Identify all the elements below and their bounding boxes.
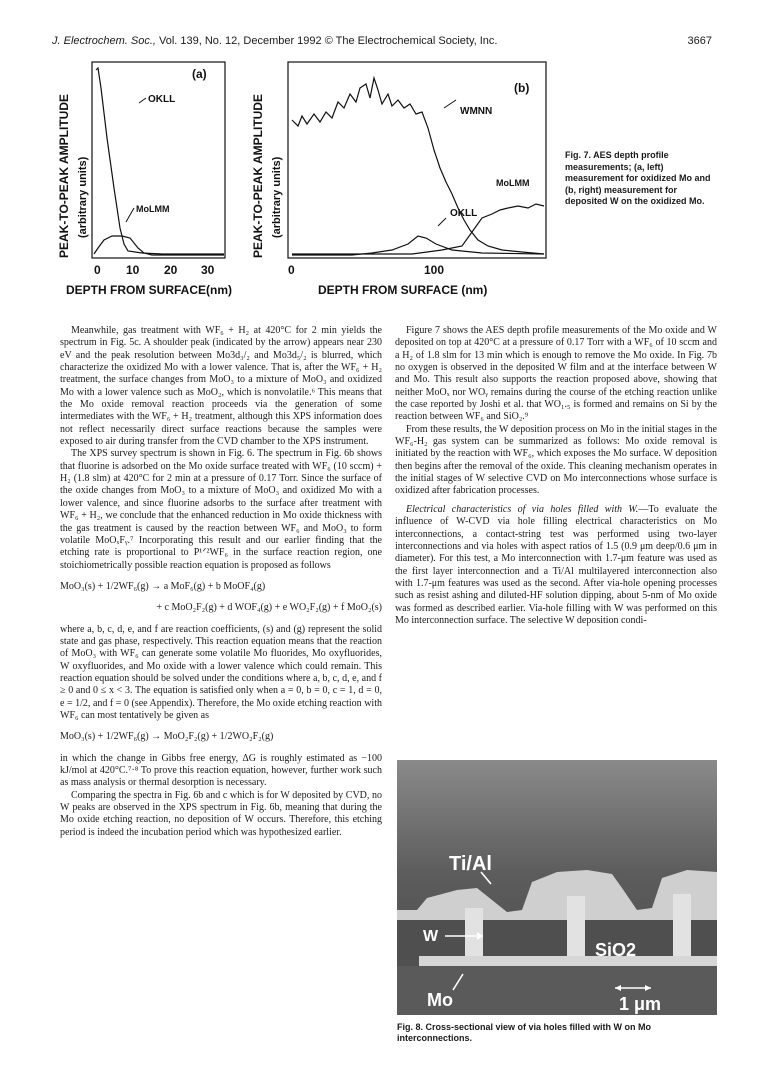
figure-7-caption: Fig. 7. AES depth profile measurements; (a, left) measurement for oxidized Mo and (b, right) measurement for deposited W on the oxidized Mo. xyxy=(565,150,711,206)
fig7b-tick-0: 0 xyxy=(288,263,295,277)
fig8-w-via-3 xyxy=(673,894,691,960)
fig8-mo-line xyxy=(419,956,717,966)
fig8-label-w: W xyxy=(423,928,439,945)
fig7b-ylabel: PEAK-TO-PEAK AMPLITUDE xyxy=(251,93,265,258)
fig7a-tick-30: 30 xyxy=(201,263,215,277)
fig7b-label-molmm: MoLMM xyxy=(496,178,530,188)
left-paragraph-1: Meanwhile, gas treatment with WF₆ + H₂ at 420°C for 2 min yields the spectrum in Fig. 5c. A shoulder peak (indicated by the arrow) appears near 230 eV and the peak resolution between Mo3d₃/₂ and Mo3d₅/₂ is blurred, which characterize the oxidized Mo with a lower valence. That is, after the WF₆ + H₂ treatment, the surface changes from MoO₃ to a mixture of MoO₃ and oxidized Mo with a lower valence such as MoO₂, which is nonvolatile.⁶ This means that the Mo oxide removal reaction proceeds via the generation of some intermediates with the WF₆ + H₂ treatment, although this XPS information does not reflect necessarily direct surface reactions because the samples were exposed to air during transfer from the CVD chamber to the XPS instrument. xyxy=(60,325,382,448)
left-paragraph-5: Comparing the spectra in Fig. 6b and c which is for W deposited by CVD, no W peaks are observed in the XPS spectrum in Fig. 6b, meaning that during the Mo oxide etching reaction, no deposition of W occurs. Therefore, this etching period is indeed the incubation period which was hypothesized earlier. xyxy=(60,789,382,838)
section-heading-electrical: Electrical characteristics of via holes filled with W. xyxy=(406,503,639,515)
page-number: 3667 xyxy=(687,35,712,47)
left-paragraph-3: where a, b, c, d, e, and f are reaction coefficients, (s) and (g) represent the solid state and gas phase, respectively. This reaction equation means that the reaction of MoO₃ with WF₆ can generate some volatile Mo fluorides, Mo oxyfluorides, W oxyfluorides, and Mo oxide with a lower valence which could remain. This reaction equation should be solved under the conditions where a, b, c, d, e, and f ≥ 0 and 0 ≤ x < 3. The equation is satisfied only when a = 0, b = 0, c = 1, d = 0, e = 1/2, and f = 0 (see Appendix). Therefore, the Mo oxide etching reaction with WF₆ can most tentatively be given as xyxy=(60,623,382,721)
journal-citation xyxy=(52,35,497,47)
fig7a-molmm-curve xyxy=(94,236,224,255)
fig7a-frame xyxy=(92,62,225,258)
fig7b-wmnn-curve xyxy=(292,78,544,254)
running-header xyxy=(52,35,712,51)
fig7b-ylabel-units: (arbitrary units) xyxy=(271,156,283,238)
figure-7 xyxy=(52,58,552,308)
figure-8-caption: Fig. 8. Cross-sectional view of via holes filled with W on Mo interconnections. xyxy=(397,1022,652,1043)
left-paragraph-4: in which the change in Gibbs free energy, ΔG is roughly estimated as −100 kJ/mol at 420°C.⁷·⁸ To prove this reaction equation, however, further work such as mass analysis or thermal desorption is necessary. xyxy=(60,752,382,789)
fig7a-ylabel-units: (arbitrary units) xyxy=(77,156,89,238)
fig8-w-via-1 xyxy=(465,908,483,960)
fig7b-panel-tag: (b) xyxy=(514,81,530,95)
right-paragraph-3 xyxy=(395,504,717,627)
fig7a-xlabel: DEPTH FROM SURFACE(nm) xyxy=(66,283,232,297)
fig7a-tick-10: 10 xyxy=(126,263,140,277)
fig7a-panel-tag: (a) xyxy=(192,67,207,81)
fig7a-molmm-pointer xyxy=(126,208,134,222)
right-paragraph-2: From these results, the W deposition process on Mo in the initial stages in the WF₆-H₂ gas system can be summarized as follows: Mo oxide removal is initiated by the reaction with WF₆, which exposes the Mo surface. W deposition then begins after the removal of the oxide. This cleaning mechanism operates in the initial stages of W selective CVD on Mo interconnections whose surface is oxidized after fabrication processes. xyxy=(395,423,717,497)
fig7b-molmm-curve xyxy=(292,204,544,254)
fig7b-okll-curve xyxy=(292,236,544,255)
fig7b-label-wmnn: WMNN xyxy=(460,106,493,117)
fig8-label-scale: 1 μm xyxy=(619,994,662,1014)
equation-2: MoO₃(s) + 1/2WF₆(g) → MoO₂F₂(g) + 1/2WO₂F₂(g) xyxy=(60,731,274,743)
citation-details: Vol. 139, No. 12, December 1992 © The Electrochemical Society, Inc. xyxy=(155,35,498,47)
fig7b-tick-100: 100 xyxy=(424,263,445,277)
journal-name: J. Electrochem. Soc., xyxy=(52,35,156,47)
fig7a-okll-pointer xyxy=(139,98,146,103)
fig8-label-mo: Mo xyxy=(427,990,453,1010)
fig7b-frame xyxy=(288,62,546,258)
fig7b-okll-pointer xyxy=(438,218,446,226)
figure-8-image xyxy=(397,760,717,1015)
fig7b-wmnn-pointer xyxy=(444,100,456,108)
right-paragraph-1: Figure 7 shows the AES depth profile measurements of the Mo oxide and W deposited on top at 420°C at a pressure of 0.17 Torr with a WF₆ of 10 sccm and a H₂ of 1.8 slm for 13 min which is enough to remove the Mo oxide. In Fig. 7b no oxygen is observed in the deposited W film and at the interface between W and Mo. This result also supports the reaction proposed above, showing that neither MoOₓ nor WOᵧ remains during the course of the etching reaction unlike the case reported by Joshi et al. that WO₁.₅ is formed and remains on Si by the reaction between WF₆ and SiO₂.⁹ xyxy=(395,325,717,423)
left-paragraph-2: The XPS survey spectrum is shown in Fig. 6. The spectrum in Fig. 6b shows that fluorine is adsorbed on the Mo oxide surface treated with WF₆ (10 sccm) + H₂ (1.8 slm) at 420°C for 2 min at a pressure of 0.17 Torr. Since the surface of the oxide changes from MoO₃ to a mixture of MoO₃ and oxidized Mo with a lower valence, and since fluorine adsorbs to the surface after treatment with WF₆ + H₂, we conclude that the enhanced reduction in Mo oxide thickness with the gas treatment is caused by the reaction between WF₆ and MoO₃ to form volatile MoOₓFᵧ.⁷ Incorporating this result and our earlier finding that the etching rate is proportional to P¹ᐟ²WF₆ in the surface reaction region, one stoichiometrically possible reaction equation is proposed as follows xyxy=(60,448,382,571)
fig7a-tick-0: 0 xyxy=(94,263,101,277)
fig8-label-sio2: SiO2 xyxy=(595,940,637,960)
fig7a-label-molmm: MoLMM xyxy=(136,204,170,214)
figure-8-photo xyxy=(397,760,717,1015)
fig7a-label-okll: OKLL xyxy=(148,94,176,105)
equation-1-line-1: MoO₃(s) + 1/2WF₆(g) → a MoF₆(g) + b MoOF₄(g) xyxy=(60,580,266,592)
left-column xyxy=(60,325,382,839)
fig8-w-via-2 xyxy=(567,896,585,960)
right-column xyxy=(395,325,717,627)
fig7b-label-okll: OKLL xyxy=(450,208,478,219)
fig8-dielectric xyxy=(397,920,717,960)
fig7a-tick-20: 20 xyxy=(164,263,178,277)
fig7a-ylabel: PEAK-TO-PEAK AMPLITUDE xyxy=(57,93,71,258)
fig7b-xlabel: DEPTH FROM SURFACE (nm) xyxy=(318,283,488,297)
equation-1-line-2: + c MoO₂F₂(g) + d WOF₄(g) + e WO₂F₂(g) + f MoO₂(s) xyxy=(156,602,382,614)
fig8-label-tial: Ti/Al xyxy=(449,853,492,875)
right-paragraph-3-body: —To evaluate the influence of W-CVD via hole filling electrical characteristics on Mo interconnections, a contact-string test was performed using two-layer interconnections and via holes with aspect ratios of 1.5 (0.9 μm deep/0.6 μm in diameter). For this test, a Mo interconnection with 1.7-μm feature was used as the first layer interconnection and a Ti/Al multilayered interconnection also with 1.7-μm features was used as the second. After via-hole opening processes such as resist ashing and diluted-HF solution dipping, about 5-nm of Mo oxide was formed as described earlier. Via-hole filling with W was performed on this Mo interconnection surface. The selective W deposition condi- xyxy=(395,503,718,626)
